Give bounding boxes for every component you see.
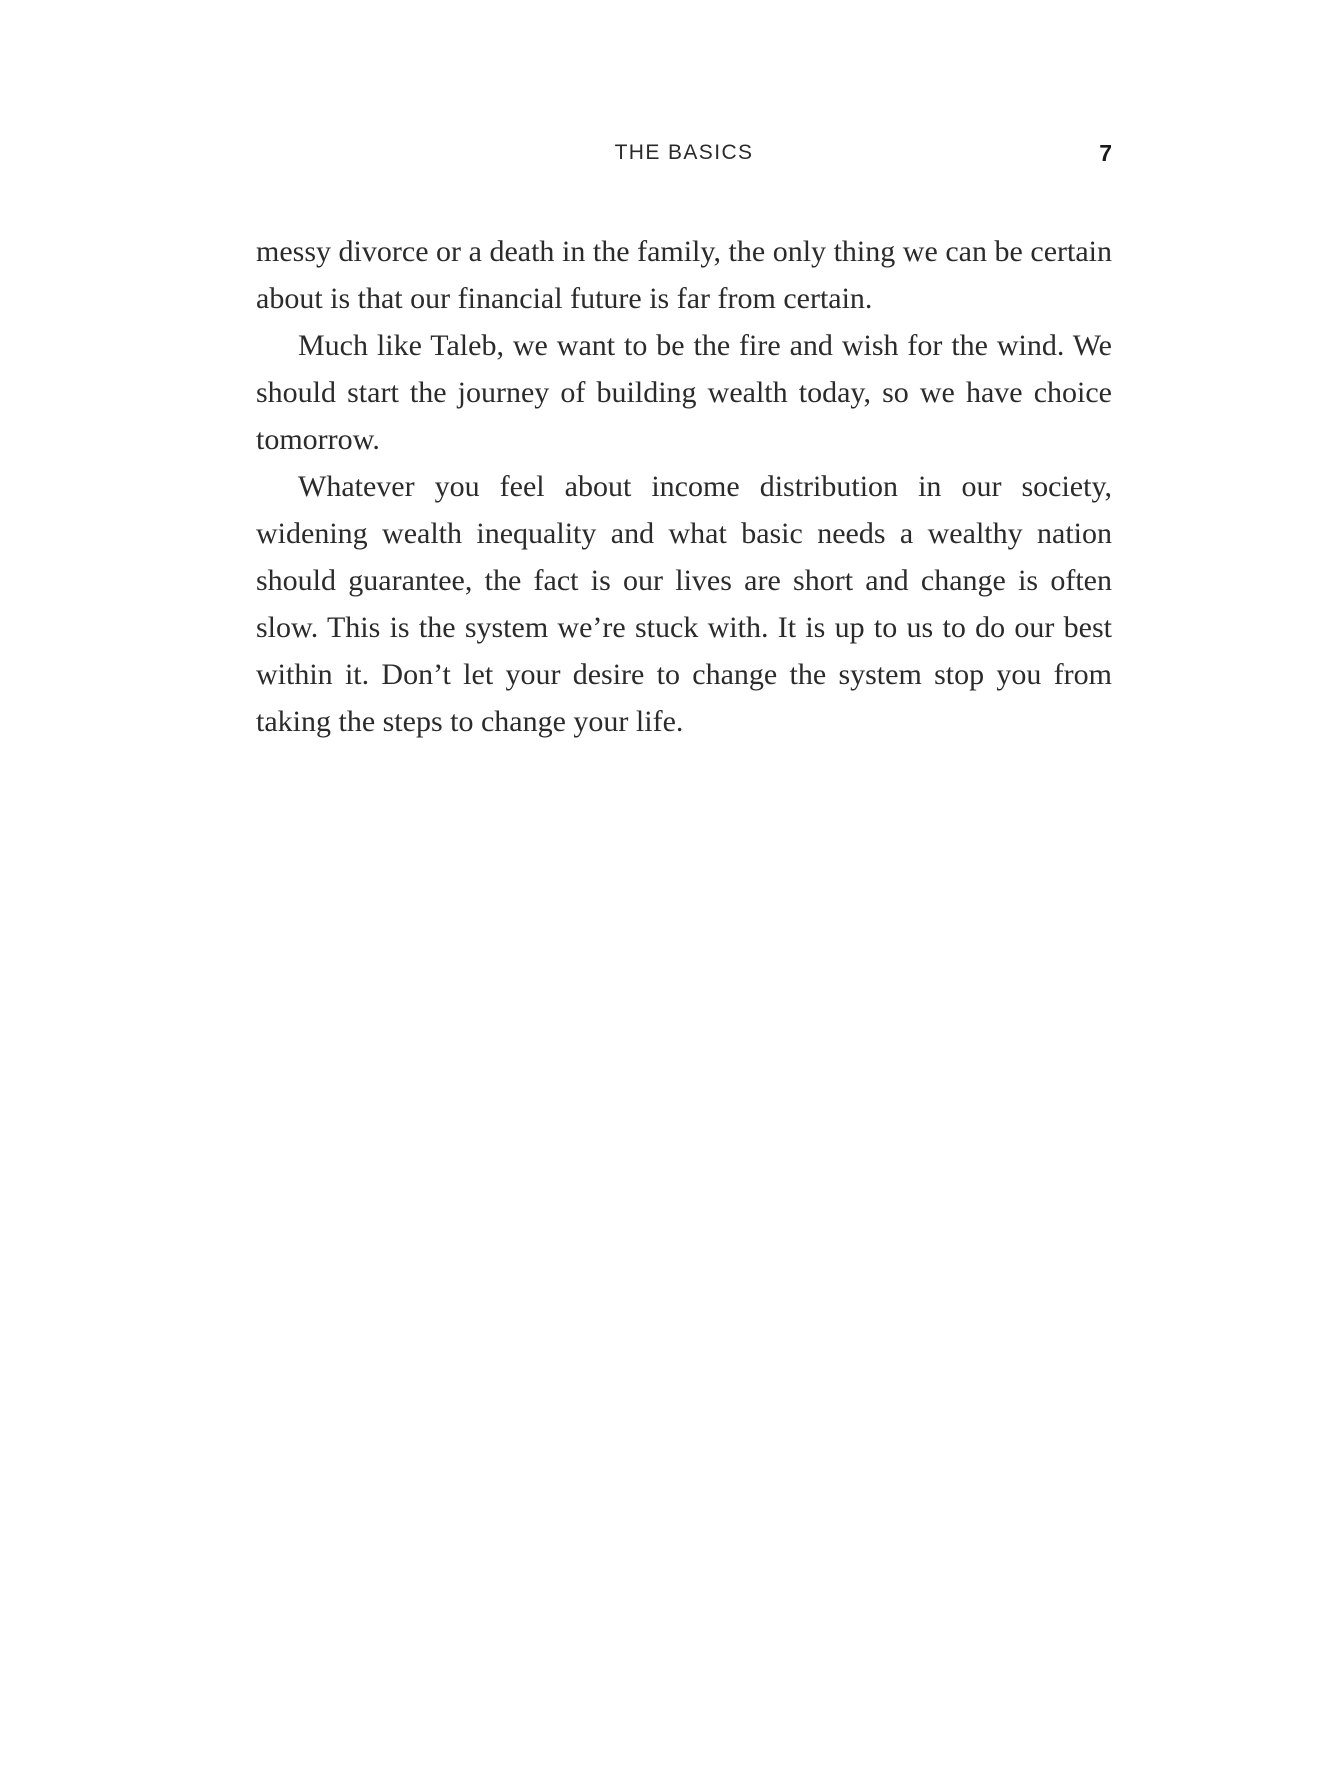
body-text [256,228,1112,745]
paragraph: Much like Taleb, we want to be the fire and wish for the wind. We should start the journey of building wealth today, so we have choice tomorrow. [256,329,1112,456]
page-number: 7 [1099,140,1112,166]
running-head-title: THE BASICS [614,141,754,164]
running-head [256,138,1112,168]
paragraph: Whatever you feel about income distribution in our society, widening wealth inequality and what basic needs a wealthy nation should guarantee, the fact is our lives are short and change is often slow. This is the system we’re stuck with. It is up to us to do our best within it. Don’t let your desire to change the system stop you from taking the steps to change your life. [256,470,1112,738]
paragraph-continuation: messy divorce or a death in the family, the only thing we can be certain about is that our financial future is far from certain. [256,235,1112,315]
